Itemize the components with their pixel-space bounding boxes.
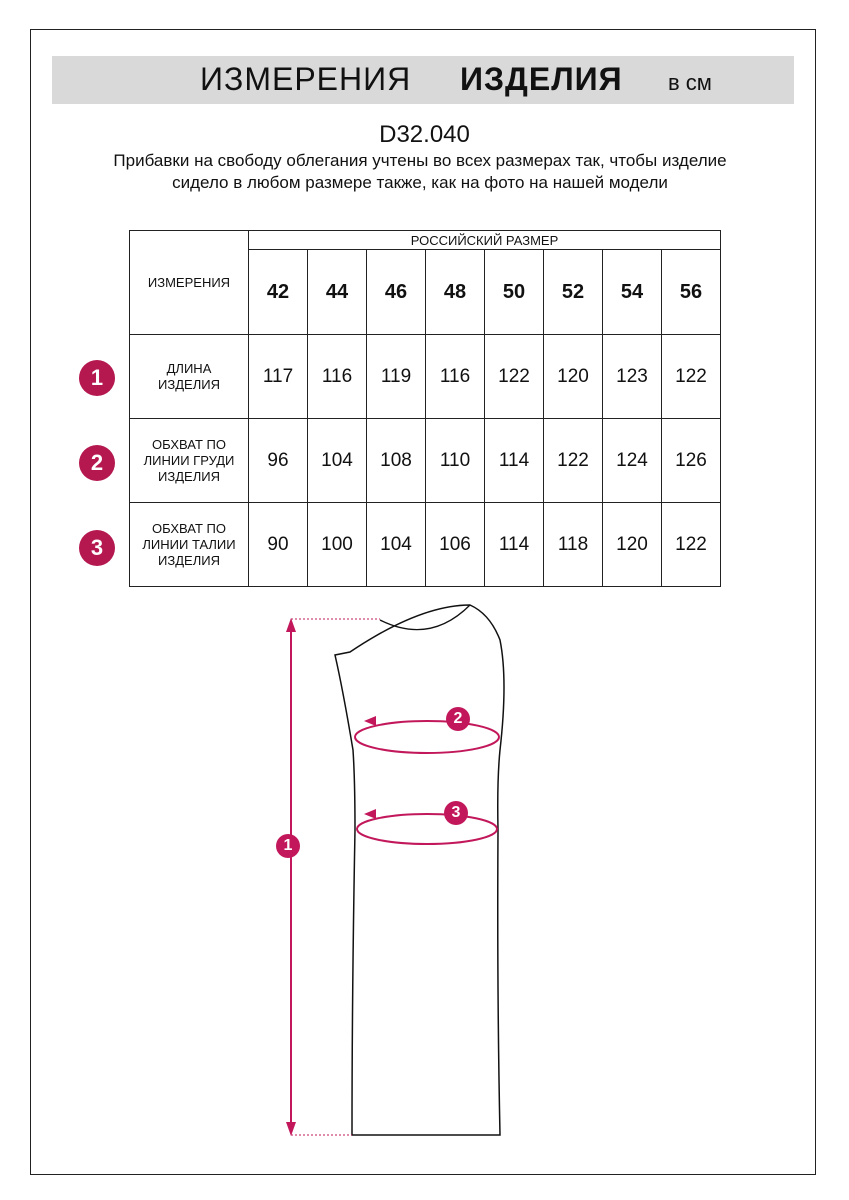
bust-arrow-head xyxy=(364,716,376,726)
unit-label: в см xyxy=(668,70,712,95)
row-number-badge xyxy=(79,445,115,481)
size-header: 46 xyxy=(367,250,426,335)
table-row xyxy=(130,419,721,503)
row-label-line: ИЗДЕЛИЯ xyxy=(158,552,220,568)
row-label-line: ИЗДЕЛИЯ xyxy=(158,468,220,484)
value-cell: 120 xyxy=(544,335,603,419)
row-label-line: ОБХВАТ ПО xyxy=(152,436,226,452)
value-cell: 100 xyxy=(308,503,367,587)
value-cell: 90 xyxy=(249,503,308,587)
size-header: 52 xyxy=(544,250,603,335)
value-cell: 108 xyxy=(367,419,426,503)
waist-arrow-head xyxy=(364,809,376,819)
value-cell: 122 xyxy=(662,503,721,587)
row-label-bust xyxy=(130,419,249,503)
row-label-length xyxy=(130,335,249,419)
fit-note: Прибавки на свободу облегания учтены во всех размерах так, чтобы изделие сидело в любом размере также, как на фото на нашей модели xyxy=(113,151,727,192)
table-row xyxy=(130,335,721,419)
length-arrow-head-top xyxy=(286,618,296,632)
table-row xyxy=(130,503,721,587)
value-cell: 117 xyxy=(249,335,308,419)
value-cell: 116 xyxy=(426,335,485,419)
value-cell: 119 xyxy=(367,335,426,419)
value-cell: 124 xyxy=(603,419,662,503)
bust-ellipse xyxy=(355,721,499,753)
waist-ellipse xyxy=(357,814,497,844)
row-label-waist xyxy=(130,503,249,587)
value-cell: 114 xyxy=(485,419,544,503)
size-header: 54 xyxy=(603,250,662,335)
row-label-line: ЛИНИИ ГРУДИ xyxy=(143,452,235,468)
page-title-light: ИЗМЕРЕНИЯ xyxy=(200,61,412,97)
value-cell: 122 xyxy=(544,419,603,503)
value-cell: 96 xyxy=(249,419,308,503)
row-number: 3 xyxy=(90,535,104,560)
row-number: 2 xyxy=(90,450,104,475)
size-header: 50 xyxy=(485,250,544,335)
row-number: 1 xyxy=(90,365,104,390)
row-number-badge xyxy=(79,360,115,396)
value-cell: 110 xyxy=(426,419,485,503)
value-cell: 122 xyxy=(662,335,721,419)
value-cell: 104 xyxy=(308,419,367,503)
dress-outline xyxy=(335,605,504,1135)
value-cell: 122 xyxy=(485,335,544,419)
measurements-header: ИЗМЕРЕНИЯ xyxy=(130,231,249,335)
row-label-line: ДЛИНА xyxy=(166,360,212,376)
product-code: D32.040 xyxy=(379,121,470,148)
value-cell: 114 xyxy=(485,503,544,587)
length-marker: 1 xyxy=(276,834,300,858)
row-label-line: ИЗДЕЛИЯ xyxy=(158,376,220,392)
size-header: 48 xyxy=(426,250,485,335)
neckline xyxy=(380,605,470,630)
row-label-line: ОБХВАТ ПО xyxy=(152,520,226,536)
page-title-bold: ИЗДЕЛИЯ xyxy=(460,61,623,97)
value-cell: 104 xyxy=(367,503,426,587)
size-header: 42 xyxy=(249,250,308,335)
size-header: 56 xyxy=(662,250,721,335)
size-table xyxy=(129,230,721,587)
value-cell: 126 xyxy=(662,419,721,503)
value-cell: 123 xyxy=(603,335,662,419)
bust-marker: 2 xyxy=(446,707,470,731)
size-system-header: РОССИЙСКИЙ РАЗМЕР xyxy=(249,231,721,250)
value-cell: 106 xyxy=(426,503,485,587)
row-label-line: ЛИНИИ ТАЛИИ xyxy=(142,536,236,552)
garment-diagram xyxy=(0,600,849,1160)
length-arrow-head-bottom xyxy=(286,1122,296,1136)
row-number-badge xyxy=(79,530,115,566)
size-header: 44 xyxy=(308,250,367,335)
value-cell: 120 xyxy=(603,503,662,587)
value-cell: 118 xyxy=(544,503,603,587)
value-cell: 116 xyxy=(308,335,367,419)
waist-marker: 3 xyxy=(444,801,468,825)
